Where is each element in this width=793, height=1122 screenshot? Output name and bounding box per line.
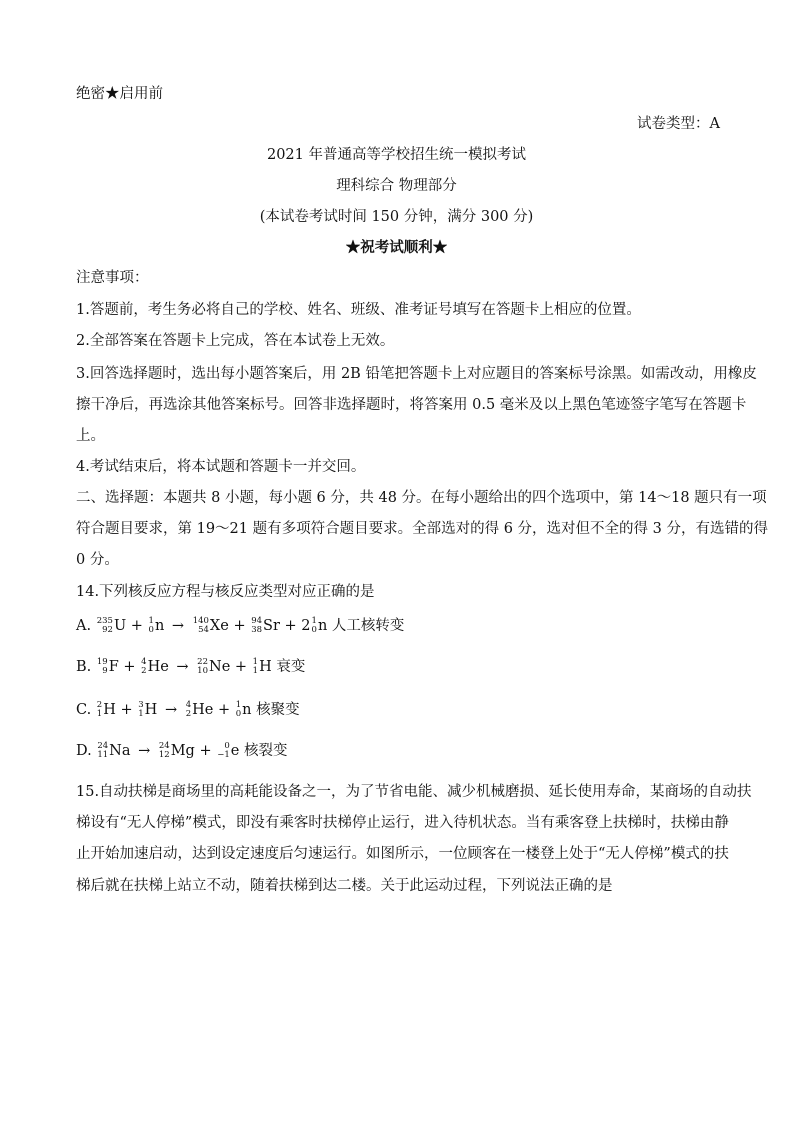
option-label: B. [76,659,92,675]
plus-sign: + [233,618,246,634]
isotope-mass-charge: 3 1 [138,700,144,719]
exam-title: 2021 年普通高等学校招生统一模拟考试 [266,147,526,163]
section-instructions-2: 符合题目要求，第 19～21 题有多项符合题目要求。全部选对的得 6 分，选对但不全的得 3 分，有选错的得 [76,521,769,537]
element-symbol: He [192,702,214,718]
reaction-arrow: → [164,702,178,718]
note-item-3: 3.回答选择题时，选出每小题答案后，用 2B 铅笔把答题卡上对应题目的答案标号涂黑。如需改动，用橡皮 [76,366,757,382]
option-c [76,700,720,720]
element-symbol: Na [109,743,131,759]
element-symbol: Mg [170,743,195,759]
element-symbol: e [230,743,240,759]
reaction-arrow: → [176,659,189,675]
plus-sign: + [234,659,248,675]
plus-sign: + [130,618,143,634]
plus-sign: + [284,618,297,634]
isotope-mass-charge: 0 −1 [217,741,230,760]
element-symbol: H [259,659,272,675]
reaction-type: 衰变 [276,659,306,675]
reaction-type: 核裂变 [243,743,288,759]
plus-sign: + [123,659,136,675]
question-14-stem: 14.下列核反应方程与核反应类型对应正确的是 [76,584,375,600]
option-label: A. [76,618,92,634]
element-symbol: H [144,702,158,718]
element-symbol: Ne [209,659,231,675]
option-label: D. [76,743,92,759]
option-b [76,657,720,677]
plus-sign: + [120,702,133,718]
question-15-line-3: 止开始加速启动，达到设定速度后匀速运行。如图所示，一位顾客在一楼登上处于“无人停梯”模式的扶 [76,846,729,862]
option-a [76,616,720,636]
coefficient: 2 [301,618,311,634]
isotope-mass-charge: 19 9 [96,657,108,676]
note-item-3-end: 上。 [76,428,105,444]
element-symbol: Xe [209,618,229,634]
secret-label: 绝密★启用前 [76,86,163,102]
element-symbol: H [103,702,116,718]
isotope-mass-charge: 24 12 [158,741,170,760]
element-symbol: F [108,659,119,675]
isotope-mass-charge: 140 54 [192,616,209,635]
reaction-type: 核聚变 [256,702,300,718]
note-item-4: 4.考试结束后，将本试题和答题卡一并交回。 [76,459,366,475]
isotope-mass-charge: 24 11 [97,741,109,760]
reaction-type: 人工核转变 [331,618,405,634]
isotope-mass-charge: 4 2 [141,657,147,676]
note-item-2: 2.全部答案在答题卡上完成，答在本试卷上无效。 [76,333,395,349]
question-15-line-2: 梯设有“无人停梯”模式，即没有乘客时扶梯停止运行，进入待机状态。当有乘客登上扶梯时，扶梯由静 [76,815,729,831]
good-luck-line: ★祝考试顺利★ [345,239,448,256]
exam-subtitle: 理科综合 物理部分 [336,178,457,194]
element-symbol: n [242,702,252,718]
plus-sign: + [199,743,212,759]
option-label: C. [76,702,92,718]
isotope-mass-charge: 1 0 [235,700,242,719]
element-symbol: n [317,618,328,634]
section-instructions-1: 二、选择题：本题共 8 小题，每小题 6 分，共 48 分。在每小题给出的四个选项中，第 14～18 题只有一项 [76,490,767,506]
question-15-line-1: 15.自动扶梯是商场里的高耗能设备之一，为了节省电能、减少机械磨损、延长使用寿命，某商场的自动扶 [76,784,752,800]
question-15-line-4: 梯后就在扶梯上站立不动，随着扶梯到达二楼。关于此运动过程，下列说法正确的是 [76,878,613,894]
notes-heading: 注意事项： [76,270,149,286]
reaction-arrow: → [171,618,185,634]
isotope-mass-charge: 22 10 [197,657,208,676]
isotope-mass-charge: 1 0 [311,616,317,635]
isotope-mass-charge: 1 0 [148,616,154,635]
element-symbol: n [154,618,165,634]
reaction-arrow: → [138,743,151,759]
element-symbol: Sr [263,618,280,634]
isotope-mass-charge: 94 38 [251,616,263,635]
option-d [76,741,720,761]
isotope-mass-charge: 1 1 [252,657,259,676]
isotope-mass-charge: 4 2 [185,700,192,719]
section-instructions-3: 0 分。 [76,552,119,568]
paper-type: 试卷类型：A [637,116,720,132]
element-symbol: U [113,618,127,634]
note-item-3-cont: 擦干净后，再选涂其他答案标号。回答非选择题时，将答案用 0.5 毫米及以上黑色笔迹签字笔写在答题卡 [76,397,747,413]
time-note: (本试卷考试时间 150 分钟，满分 300 分) [259,209,534,225]
element-symbol: He [147,659,169,675]
plus-sign: + [217,702,231,718]
isotope-mass-charge: 235 92 [96,616,113,635]
note-item-1: 1.答题前，考生务必将自己的学校、姓名、班级、准考证号填写在答题卡上相应的位置。 [76,302,641,318]
isotope-mass-charge: 2 1 [96,700,103,719]
